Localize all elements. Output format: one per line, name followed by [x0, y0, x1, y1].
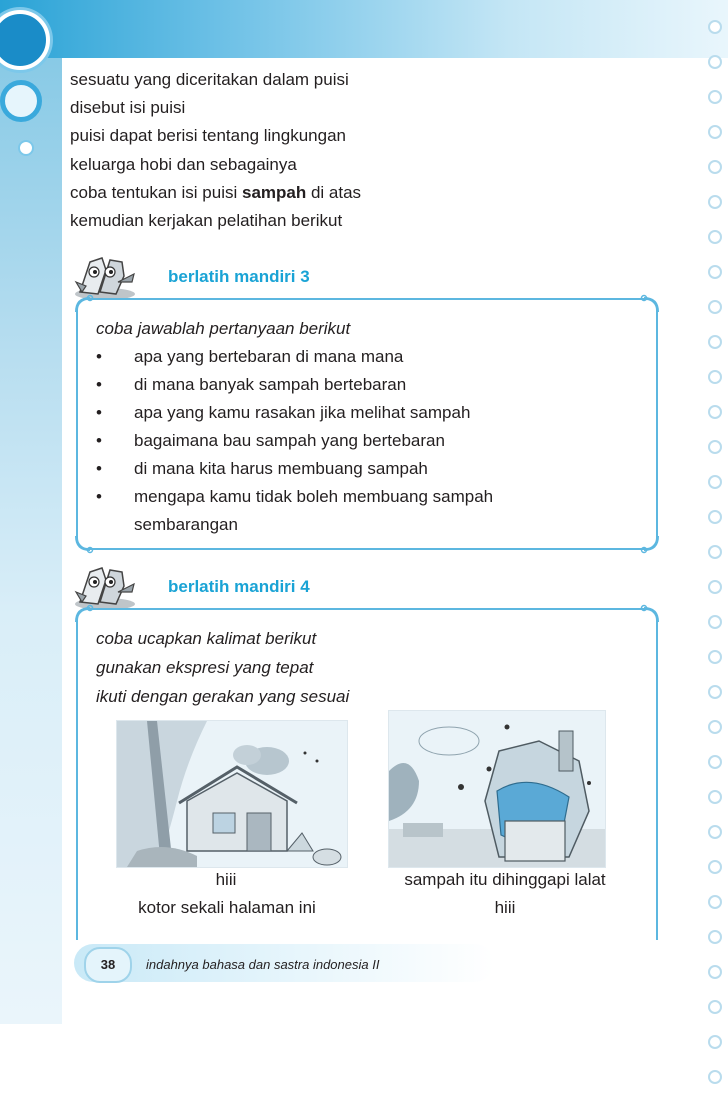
bullet-icon: • — [96, 431, 102, 450]
small-circle-decoration — [0, 80, 42, 122]
bullet-icon: • — [96, 403, 102, 422]
caption-right-exclamation: hiii — [494, 898, 516, 917]
question-text: apa yang bertebaran di mana mana — [134, 347, 404, 366]
corner-swirl-icon — [72, 532, 94, 554]
exercise-4-line-2: gunakan ekspresi yang tepat — [96, 658, 314, 677]
intro-line-2: disebut isi puisi — [70, 98, 186, 118]
corner-swirl-icon — [640, 532, 662, 554]
top-decorative-band — [0, 0, 728, 58]
bullet-icon: • — [96, 375, 102, 394]
question-text: apa yang kamu rasakan jika melihat sampah — [134, 403, 471, 422]
section-4-title: berlatih mandiri 4 — [168, 577, 310, 596]
bullet-icon: • — [96, 347, 102, 366]
question-text: bagaimana bau sampah yang bertebaran — [134, 431, 445, 450]
intro-line-5-start: coba tentukan isi puisi — [70, 182, 242, 202]
question-text: di mana kita harus membuang sampah — [134, 459, 428, 478]
page-number: 38 — [84, 947, 132, 983]
bullet-icon: • — [96, 487, 102, 506]
right-edge-ring-decoration — [708, 20, 722, 1105]
list-item — [96, 343, 636, 371]
section-4-header — [72, 562, 310, 612]
corner-swirl-icon — [72, 294, 94, 316]
list-item — [96, 399, 636, 427]
caption-left-exclamation: hiii — [215, 870, 237, 889]
list-item-continuation — [96, 511, 636, 539]
corner-swirl-icon — [640, 604, 662, 626]
section-3-header — [72, 252, 310, 302]
intro-line-3: puisi dapat berisi tentang lingkungan — [70, 126, 346, 146]
corner-swirl-icon — [72, 604, 94, 626]
list-item — [96, 483, 636, 511]
book-title: indahnya bahasa dan sastra indonesia II — [146, 957, 380, 972]
exercise-3-instruction: coba jawablah pertanyaan berikut — [96, 319, 351, 338]
section-3-title: berlatih mandiri 3 — [168, 267, 310, 286]
corner-swirl-icon — [640, 294, 662, 316]
exercise-3-question-list — [96, 343, 636, 539]
bullet-icon: • — [96, 459, 102, 478]
exercise-3-box — [76, 298, 658, 550]
trash-with-flies-illustration — [388, 710, 606, 868]
caption-right-sentence: sampah itu dihinggapi lalat — [404, 870, 606, 889]
intro-line-1: sesuatu yang diceritakan dalam puisi — [70, 70, 349, 89]
exercise-4-line-1: coba ucapkan kalimat berikut — [96, 629, 317, 648]
intro-line-5-end: di atas — [306, 182, 362, 202]
intro-line-5 — [70, 179, 361, 207]
question-text: sembarangan — [134, 515, 238, 534]
caption-left-sentence: kotor sekali halaman ini — [138, 898, 316, 917]
intro-line-6: kemudian kerjakan pelatihan berikut — [70, 211, 343, 231]
list-item — [96, 371, 636, 399]
exercise-4-line-3: ikuti dengan gerakan yang sesuai — [96, 687, 350, 706]
intro-paragraph — [70, 66, 361, 235]
dirty-yard-illustration — [116, 720, 348, 868]
intro-bold-word: sampah — [242, 182, 307, 202]
question-text: mengapa kamu tidak boleh membuang sampah — [134, 487, 494, 506]
list-item — [96, 427, 636, 455]
tiny-circle-decoration — [18, 140, 34, 156]
question-text: di mana banyak sampah bertebaran — [134, 375, 407, 394]
list-item — [96, 455, 636, 483]
intro-line-4: keluarga hobi dan sebagainya — [70, 154, 297, 174]
